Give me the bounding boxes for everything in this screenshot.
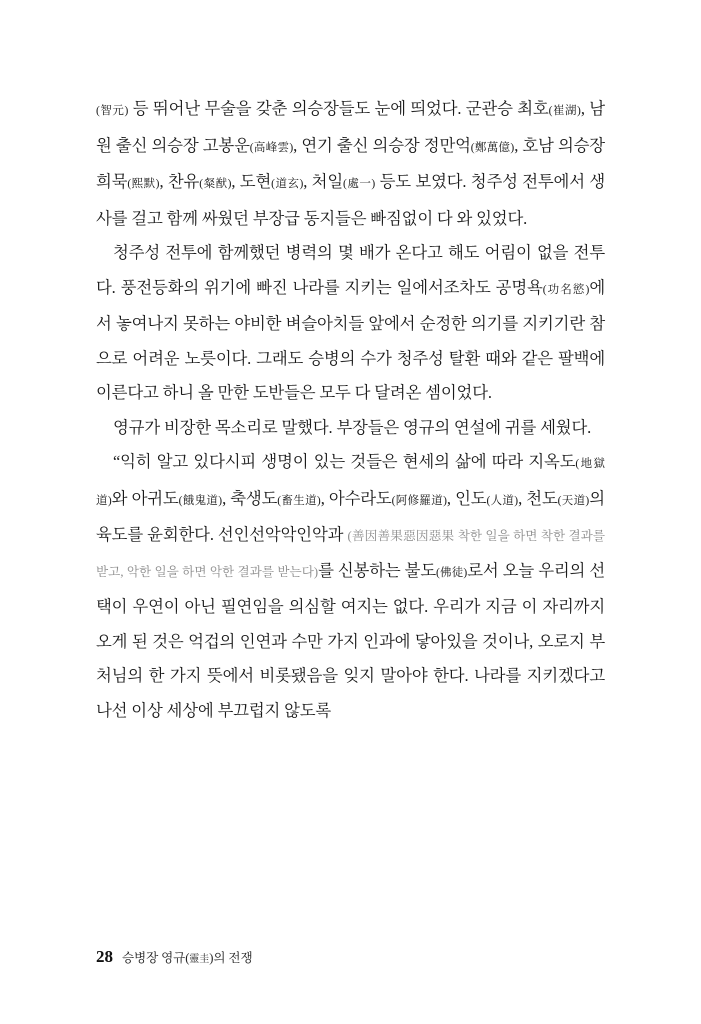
inline-gloss: (善因善果惡因惡果 착한 일을 하면 착한 결과를 받고, 악한 일을 하면 악한 결과를 받는다) [96, 529, 605, 579]
hanja-annotation: (鄭萬億) [470, 141, 515, 154]
hanja-annotation: (畜生道) [277, 494, 321, 507]
hanja-annotation: (阿修羅道) [391, 494, 447, 507]
page-footer [96, 947, 253, 967]
text-run: 로서 오늘 우리의 선택이 우연이 아닌 필연임을 의심할 여지는 없다. 우리가 지금 이 자리까지 오게 된 것은 억겁의 인연과 수만 가지 인과에 닿아있을 것이나, 오로지 부처님의 한 가지 뜻에서 비롯됐음을 잊지 말아야 한다. 나라를 지키겠다고 나선 이상 세상에 부끄럽지 않도록 [96, 560, 606, 720]
text-run: 청주성 전투에 함께했던 병력의 몇 배가 온다고 해도 어림이 없을 전투다. 풍전등화의 위기에 빠진 나라를 지키는 일에서조차도 공명욕 [96, 243, 605, 297]
body-text-column [96, 92, 605, 728]
text-run: , 축생도 [222, 488, 278, 508]
hanja-annotation: (天道) [557, 494, 590, 507]
hanja-annotation: (處一) [343, 178, 376, 190]
text-run: , 아수라도 [320, 488, 392, 508]
text-run: , 남원 출신 의승장 고봉운 [96, 99, 605, 155]
text-run: , 천도 [518, 488, 558, 508]
hanja-annotation: (功名慾) [542, 283, 590, 296]
text-run: , 도현 [231, 172, 272, 191]
footer-title-post: )의 전쟁 [209, 951, 253, 965]
text-run: 에서 놓여나지 못하는 야비한 벼슬아치들 앞에서 순정한 의기를 지키기란 참으로 어려운 노릇이다. 그래도 승병의 수가 청주성 탈환 때와 같은 팔백에 이른다고 하니 올 만한 도반들은 모두 다 달려온 셈이었다. [96, 277, 605, 402]
hanja-annotation: (崔湖) [548, 105, 581, 117]
hanja-annotation: (粲猷) [199, 178, 232, 190]
text-run: , 찬유 [159, 172, 200, 191]
text-run: , 연기 출신 의승장 정만억 [293, 135, 471, 155]
paragraph [96, 236, 605, 411]
paragraph [96, 445, 605, 728]
text-run: “익히 알고 있다시피 생명이 있는 것들은 현세의 삶에 따라 지옥도 [113, 452, 576, 471]
text-run: , 호남 의승장 희묵 [96, 135, 605, 191]
hanja-annotation: (佛徒) [436, 566, 468, 579]
footer-title-hanja: 靈圭 [189, 954, 210, 965]
text-run: 와 아귀도 [111, 488, 179, 508]
hanja-annotation: (熙默) [127, 178, 160, 190]
footer-title-pre: 승병장 영규( [122, 951, 190, 965]
hanja-annotation: (智元) [96, 105, 129, 117]
hanja-annotation: (高峰雲) [249, 141, 294, 154]
paragraph [96, 411, 605, 446]
hanja-annotation: (餓鬼道) [178, 494, 223, 507]
paragraph [96, 92, 605, 236]
page-number: 28 [96, 947, 113, 966]
footer-running-title [122, 947, 253, 966]
text-run: 영규가 비장한 목소리로 말했다. 부장들은 영규의 연설에 귀를 세웠다. [113, 417, 592, 437]
text-run: 를 신봉하는 불도 [318, 560, 437, 580]
text-run: , 인도 [446, 488, 487, 508]
hanja-annotation: (地獄道) [96, 458, 605, 507]
text-run: , 처일 [303, 172, 344, 191]
text-run: 등도 보였다. 청주성 전투에서 생사를 걸고 함께 싸웠던 부장급 동지들은 빠짐없이 다 와 있었다. [96, 172, 605, 228]
text-run: 의 육도를 윤회한다. 선인선악악인악과 [96, 488, 605, 544]
hanja-annotation: (道玄) [271, 178, 304, 190]
hanja-annotation: (人道) [486, 494, 519, 507]
text-run: 등 뛰어난 무술을 갖춘 의승장들도 눈에 띄었다. 군관승 최호 [128, 99, 549, 118]
